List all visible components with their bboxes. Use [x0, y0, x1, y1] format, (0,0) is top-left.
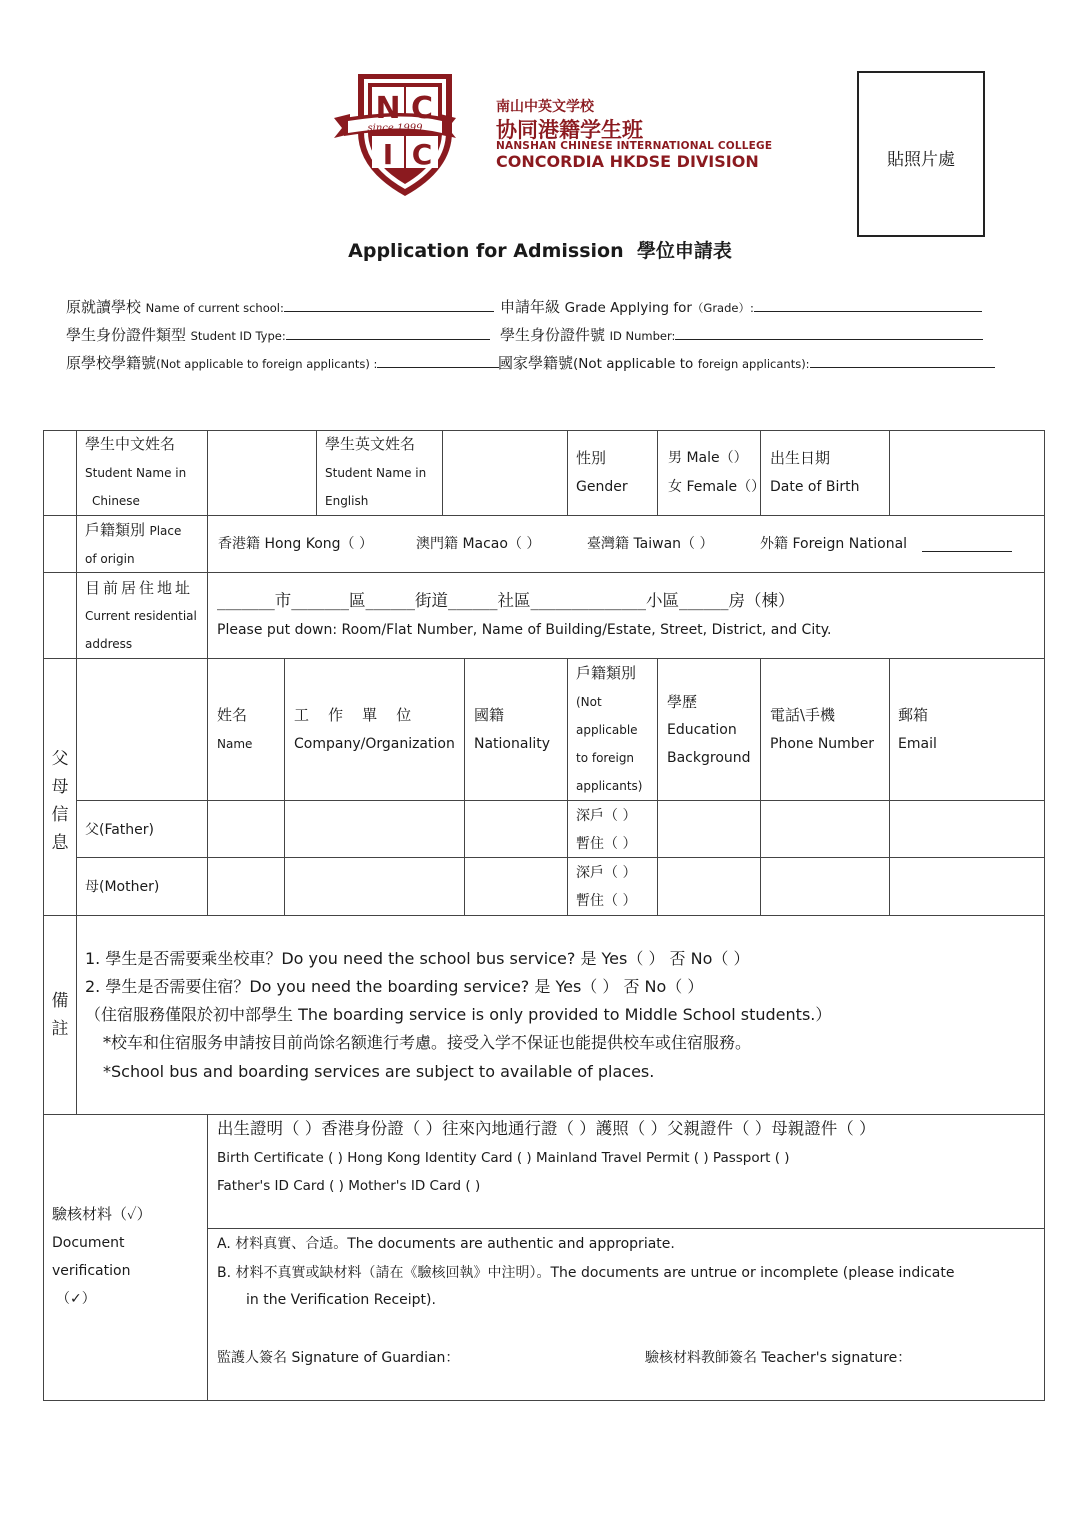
grade-input[interactable] [754, 297, 982, 312]
school-reg-field [66, 352, 499, 373]
address-label-en-1: Current residential [85, 609, 197, 623]
photo-label: 貼照片處 [887, 150, 955, 170]
student-name-en-label-en-2: English [325, 494, 369, 508]
documents-list-en-1[interactable]: Birth Certificate ( ) Hong Kong Identity Card ( ) Mainland Travel Permit ( ) Passport ( ) [217, 1150, 790, 1166]
school-reg-input[interactable] [377, 353, 499, 368]
verification-option-a[interactable]: A. 材料真實、合适。The documents are authentic and appropriate. [217, 1236, 675, 1252]
parent-origin-header-cn: 戶籍類別 [576, 664, 637, 682]
mother-education-input[interactable] [658, 858, 759, 914]
origin-label [85, 516, 181, 545]
father-company-input[interactable] [285, 801, 463, 857]
school-reg-label-en: (Not applicable to foreign applicants) : [156, 357, 378, 371]
school-crest-icon [330, 70, 460, 200]
school-name-cn-2: 协同港籍学生班 [496, 117, 643, 142]
address-instruction: Please put down: Room/Flat Number, Name of Building/Estate, Street, District, and City. [217, 622, 832, 638]
address-input-line[interactable]: _______市_______區______街道______社區______________小區______房（棟） [217, 591, 795, 610]
origin-label-en-1: Place [149, 524, 182, 538]
student-name-en-input[interactable] [443, 431, 566, 515]
parents-label-char-4: 息 [51, 833, 69, 853]
verification-label-en-2: verification [52, 1263, 131, 1279]
id-type-label-en: Student ID Type: [190, 329, 286, 343]
phone-header-cn: 電話\手機 [770, 706, 836, 724]
parents-section-label [44, 745, 76, 857]
national-reg-input[interactable] [810, 353, 995, 368]
form-title [0, 236, 1080, 263]
father-email-input[interactable] [890, 801, 1043, 857]
parent-col-line-3 [567, 658, 568, 915]
origin-label-en-2: of origin [85, 552, 135, 566]
form-title-cn: 學位申請表 [636, 240, 732, 262]
mother-row-label: 母(Mother) [85, 879, 160, 895]
company-header-en: Company/Organization [294, 736, 455, 752]
father-row-label: 父(Father) [85, 822, 155, 838]
company-header-cn: 工 作 單 位 [294, 706, 412, 724]
row-line-3 [43, 658, 1045, 659]
verification-option-b-cont: in the Verification Receipt). [246, 1292, 436, 1308]
col-line-2 [316, 430, 317, 515]
col-line-4 [567, 430, 568, 515]
remarks-section-label [44, 987, 76, 1043]
current-school-field [66, 296, 494, 317]
gender-female-option[interactable]: 女 Female（） [668, 479, 766, 495]
logo-letter-c: C [410, 91, 434, 126]
student-name-en-label-en-1: Student Name in [325, 466, 427, 480]
origin-foreign-option[interactable]: 外籍 Foreign National [760, 536, 908, 552]
origin-macao-option[interactable]: 澳門籍 Macao（ ） [416, 536, 541, 552]
school-name-en-2: CONCORDIA HKDSE DIVISION [496, 152, 759, 171]
current-school-label-en: Name of current school: [145, 301, 284, 315]
id-number-field [500, 324, 983, 345]
verification-label-en-1: Document [52, 1235, 125, 1251]
parent-origin-header-en-2: applicable [576, 723, 638, 737]
photo-box[interactable] [857, 71, 985, 237]
parent-name-header-en: Name [217, 737, 253, 751]
student-name-cn-input[interactable] [208, 431, 315, 515]
services-note-cn: *校车和住宿服务申請按目前尚馀名额進行考慮。接受入学不保证也能提供校车或住宿服務。 [103, 1033, 752, 1052]
dob-label-cn: 出生日期 [770, 449, 831, 467]
mother-temporary-option[interactable]: 暫住（ ） [576, 893, 637, 909]
gender-male-option[interactable]: 男 Male（） [668, 450, 748, 466]
dob-input[interactable] [890, 431, 1043, 515]
grade-label-cn: 申請年級 [500, 298, 561, 316]
bus-service-question[interactable]: 1. 學生是否需要乘坐校車？Do you need the school bus service? 是 Yes（ ） 否 No（ ） [85, 949, 750, 968]
row-line-1 [43, 515, 1045, 516]
student-name-cn-label-en-1: Student Name in [85, 466, 187, 480]
email-header-en: Email [898, 736, 937, 752]
grade-label-en: Grade Applying for [564, 300, 692, 316]
guardian-signature-field[interactable]: 監護人簽名 Signature of Guardian： [217, 1350, 460, 1366]
father-nationality-input[interactable] [465, 801, 566, 857]
national-reg-field [498, 352, 995, 373]
logo-letter-c2: C [411, 138, 433, 171]
verification-option-b[interactable]: B. 材料不真實或缺材料（請在《驗核回執》中注明）。The documents are untrue or incomplete (please indicate [217, 1265, 955, 1281]
id-number-label-cn: 學生身份證件號 [500, 326, 606, 344]
education-header-cn: 學歷 [667, 693, 698, 711]
father-education-input[interactable] [658, 801, 759, 857]
father-phone-input[interactable] [761, 801, 888, 857]
student-name-cn-label-en-2: Chinese [92, 494, 140, 508]
origin-taiwan-option[interactable]: 臺灣籍 Taiwan（ ） [587, 536, 714, 552]
student-name-en-label-cn: 學生英文姓名 [325, 435, 416, 453]
logo-since: since 1999 [367, 123, 423, 134]
father-temporary-option[interactable]: 暫住（ ） [576, 836, 637, 852]
education-header-en-2: Background [667, 750, 751, 766]
parents-label-char-2: 母 [51, 777, 69, 797]
verification-label-cn: 驗核材料（✓） [52, 1205, 152, 1223]
id-type-field [66, 324, 490, 345]
phone-header-en: Phone Number [770, 736, 875, 752]
services-note-en: *School bus and boarding services are subject to available of places. [103, 1062, 655, 1081]
parent-origin-header-en-1: (Not [576, 695, 602, 709]
nationality-header-cn: 國籍 [474, 706, 505, 724]
email-header-cn: 郵箱 [898, 706, 929, 724]
boarding-service-question[interactable]: 2. 學生是否需要住宿？Do you need the boarding service? 是 Yes（ ） 否 No（ ） [85, 977, 704, 996]
grade-label-paren: （Grade）: [691, 301, 754, 315]
father-name-input[interactable] [208, 801, 283, 857]
id-type-input[interactable] [286, 325, 490, 340]
mother-phone-input[interactable] [761, 858, 888, 914]
parent-origin-header-en-4: applicants) [576, 779, 643, 793]
gender-label-cn: 性別 [576, 449, 607, 467]
row-line-8 [207, 1228, 1045, 1229]
col-line-5 [657, 430, 658, 515]
parent-origin-header-en-3: to foreign [576, 751, 635, 765]
school-logo [330, 70, 773, 202]
school-reg-label-cn: 原學校學籍號 [66, 354, 157, 372]
remarks-label-char-1: 備 [51, 991, 69, 1011]
teacher-signature-field[interactable]: 驗核材料教師簽名 Teacher's signature： [645, 1350, 912, 1366]
current-school-label-cn: 原就讀學校 [66, 298, 142, 316]
current-school-input[interactable] [284, 297, 494, 312]
parents-label-char-3: 信 [51, 805, 69, 825]
mother-email-input[interactable] [890, 858, 1043, 914]
grade-field [500, 296, 982, 317]
logo-letter-i: I [382, 138, 394, 171]
school-name-cn-1: 南山中英文学校 [496, 99, 594, 115]
mother-company-input[interactable] [285, 858, 463, 914]
origin-foreign-input[interactable] [922, 551, 1012, 552]
documents-list-cn[interactable]: 出生證明（ ）香港身份證（ ）往來內地通行證（ ）護照（ ）父親證件（ ）母親證件（ ） [217, 1119, 876, 1138]
national-reg-label-en-a: (Not applicable to [573, 356, 694, 372]
table-border-bottom [43, 1400, 1045, 1401]
documents-list-en-2[interactable]: Father's ID Card ( ) Mother's ID Card ( ) [217, 1178, 481, 1194]
mother-shenzhen-option[interactable]: 深戶（ ） [576, 865, 637, 881]
mother-nationality-input[interactable] [465, 858, 566, 914]
parents-label-char-1: 父 [51, 749, 69, 769]
logo-letter-n: N [375, 91, 401, 126]
mother-name-input[interactable] [208, 858, 283, 914]
row-line-2 [43, 572, 1045, 573]
col-line-label [76, 430, 77, 1115]
id-type-label-cn: 學生身份證件類型 [66, 326, 187, 344]
address-label-en-2: address [85, 637, 133, 651]
parent-name-header-cn: 姓名 [217, 706, 248, 724]
form-title-en: Application for Admission [348, 240, 624, 262]
dob-label-en: Date of Birth [770, 479, 860, 495]
national-reg-label-en-b: foreign applicants): [697, 357, 810, 371]
verification-label-check: （✓） [56, 1291, 96, 1307]
origin-hk-option[interactable]: 香港籍 Hong Kong（ ） [218, 536, 374, 552]
national-reg-label-cn: 國家學籍號 [498, 354, 574, 372]
id-number-input[interactable] [675, 325, 983, 340]
student-name-cn-label-cn: 學生中文姓名 [85, 435, 176, 453]
education-header-en-1: Education [667, 722, 737, 738]
col-line-1b [207, 1114, 208, 1401]
boarding-note: （住宿服務僅限於初中部學生 The boarding service is only provided to Middle School students.） [85, 1005, 832, 1024]
school-name-en-1: NANSHAN CHINESE INTERNATIONAL COLLEGE [496, 140, 773, 152]
father-shenzhen-option[interactable]: 深戶（ ） [576, 808, 637, 824]
nationality-header-en: Nationality [474, 736, 551, 752]
gender-label-en: Gender [576, 479, 628, 495]
id-number-label-en: ID Number: [609, 329, 676, 343]
address-label-cn: 目前居住地址 [85, 579, 194, 597]
origin-label-cn: 戶籍類別 [85, 521, 146, 539]
row-line-6 [43, 915, 1045, 916]
remarks-label-char-2: 註 [51, 1019, 69, 1039]
